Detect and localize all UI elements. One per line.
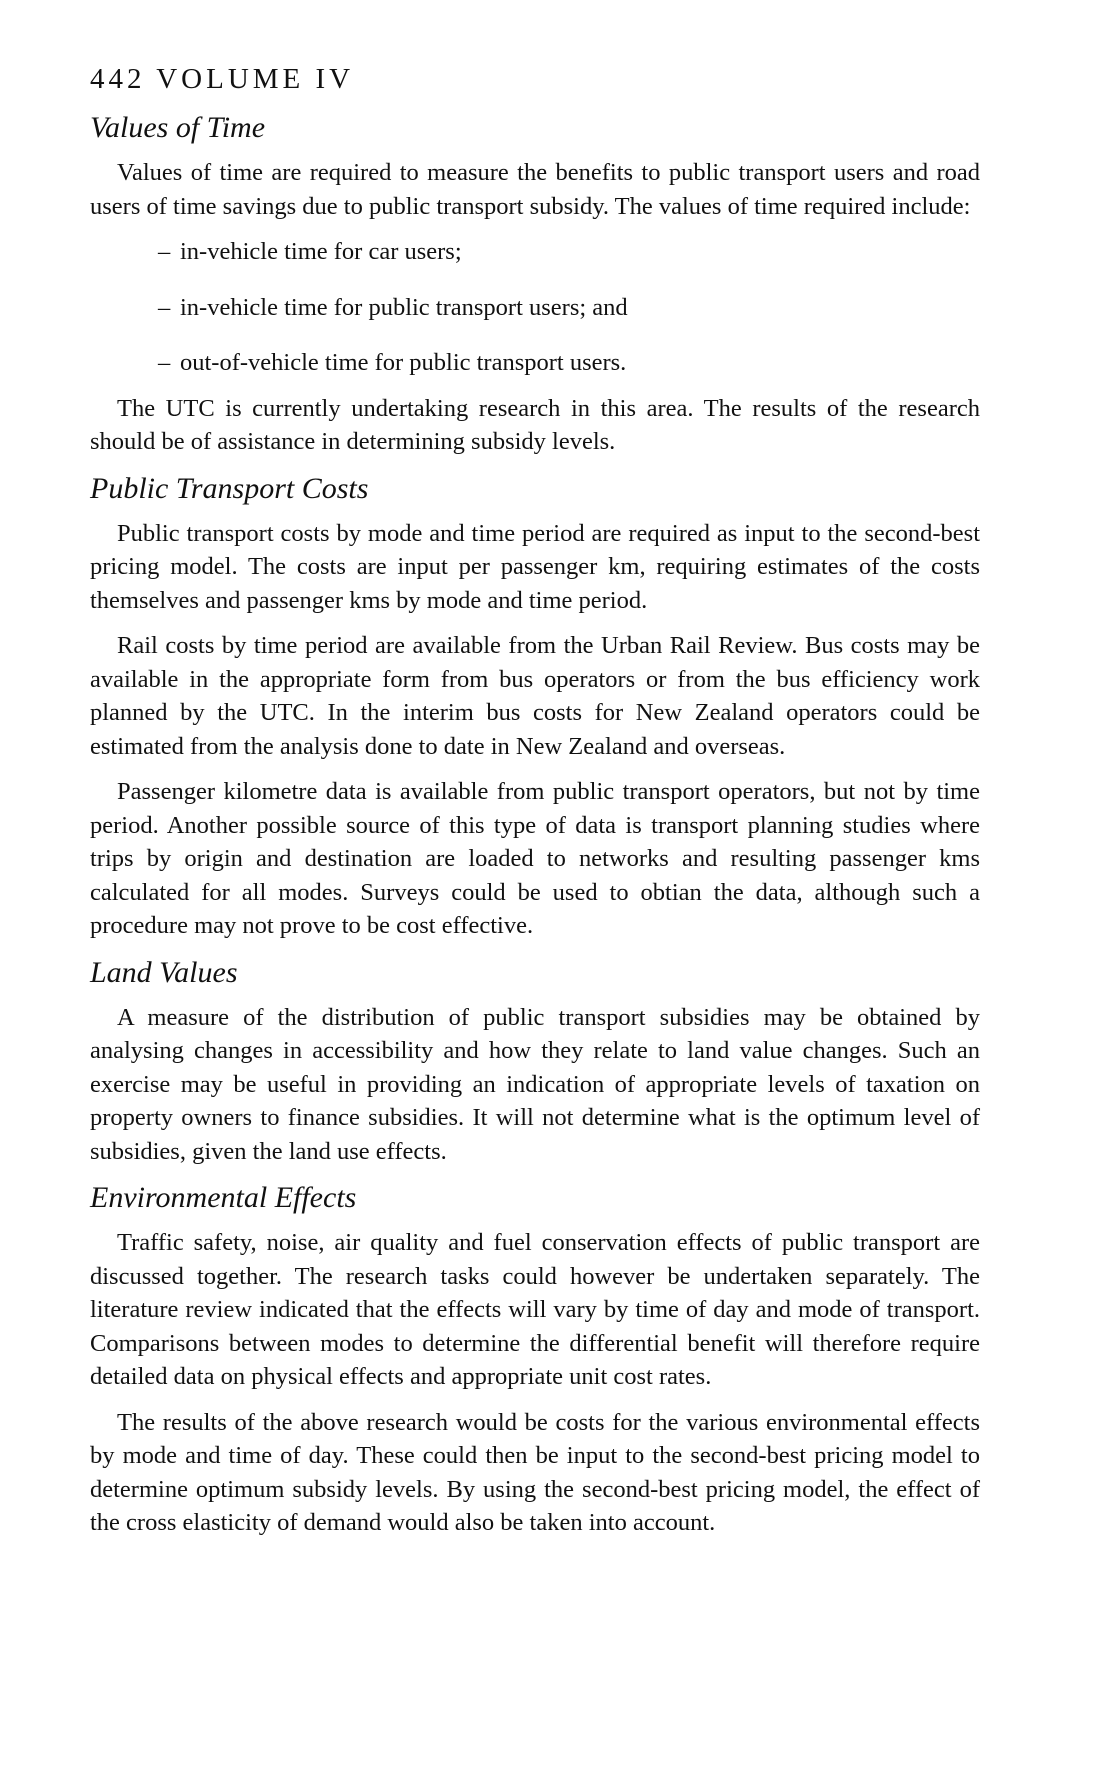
paragraph: Traffic safety, noise, air quality and fuel conservation effects of public transport are discussed together. The research tasks could however be undertaken separately. The literature review indicated that the effects will vary by time of day and mode of transport. Comparisons between modes to determine the differential benefit will therefore require detailed data on physical effects and appropriate unit cost rates.: [90, 1229, 980, 1390]
section-public-transport-costs: [90, 471, 980, 943]
paragraph: The results of the above research would be costs for the various environmental effects by mode and time of day. These could then be input to the second-best pricing model to determine optimum subsidy levels. By using the second-best pricing model, the effect of the cross elasticity of demand would also be taken into account.: [90, 1408, 980, 1536]
section-land-values: [90, 955, 980, 1169]
section-heading: Environmental Effects: [90, 1181, 357, 1214]
paragraph: Values of time are required to measure the benefits to public transport users and road users of time savings due to public transport subsidy. The values of time required include:: [90, 159, 980, 220]
list-item: [158, 291, 980, 325]
section-heading: Public Transport Costs: [90, 471, 369, 505]
list-item-text: in-vehicle time for car users;: [180, 238, 462, 265]
paragraph: Public transport costs by mode and time period are required as input to the second-best pricing model. The costs are input per passenger km, requiring estimates of the costs themselves and passenger kms by mode and time period.: [90, 519, 980, 614]
paragraph: Passenger kilometre data is available from public transport operators, but not by time period. Another possible source of this type of data is transport planning studies where trips by origin and destination are loaded to networks and resulting passenger kms calculated for all modes. Surveys could be used to obtian the data, although such a procedure may not prove to be cost effective.: [90, 778, 980, 939]
dash-marker: –: [158, 238, 171, 265]
paragraph: The UTC is currently undertaking research in this area. The results of the research should be of assistance in determining subsidy levels.: [90, 394, 980, 455]
list-item-text: out-of-vehicle time for public transport users.: [180, 349, 627, 376]
bullet-list: [90, 235, 980, 380]
list-item: [158, 235, 980, 269]
dash-marker: –: [158, 349, 171, 376]
section-values-of-time: [90, 110, 980, 459]
section-heading: Values of Time: [90, 111, 266, 144]
dash-marker: –: [158, 293, 171, 321]
list-item-text: in-vehicle time for public transport users; and: [180, 293, 628, 321]
paragraph: Rail costs by time period are available from the Urban Rail Review. Bus costs may be available in the appropriate form from bus operators or from the bus efficiency work planned by the UTC. In the interim bus costs for New Zealand operators could be estimated from the analysis done to date in New Zealand and overseas.: [90, 632, 980, 760]
document-page: [90, 62, 980, 1552]
list-item: [158, 346, 980, 380]
running-head: 442 VOLUME IV: [90, 63, 355, 95]
section-heading: Land Values: [90, 955, 238, 989]
section-environmental-effects: [90, 1180, 980, 1540]
paragraph: A measure of the distribution of public transport subsidies may be obtained by analysing changes in accessibility and how they relate to land value changes. Such an exercise may be useful in providing an indication of appropriate levels of taxation on property owners to finance subsidies. It will not determine what is the optimum level of subsidies, given the land use effects.: [90, 1003, 980, 1165]
